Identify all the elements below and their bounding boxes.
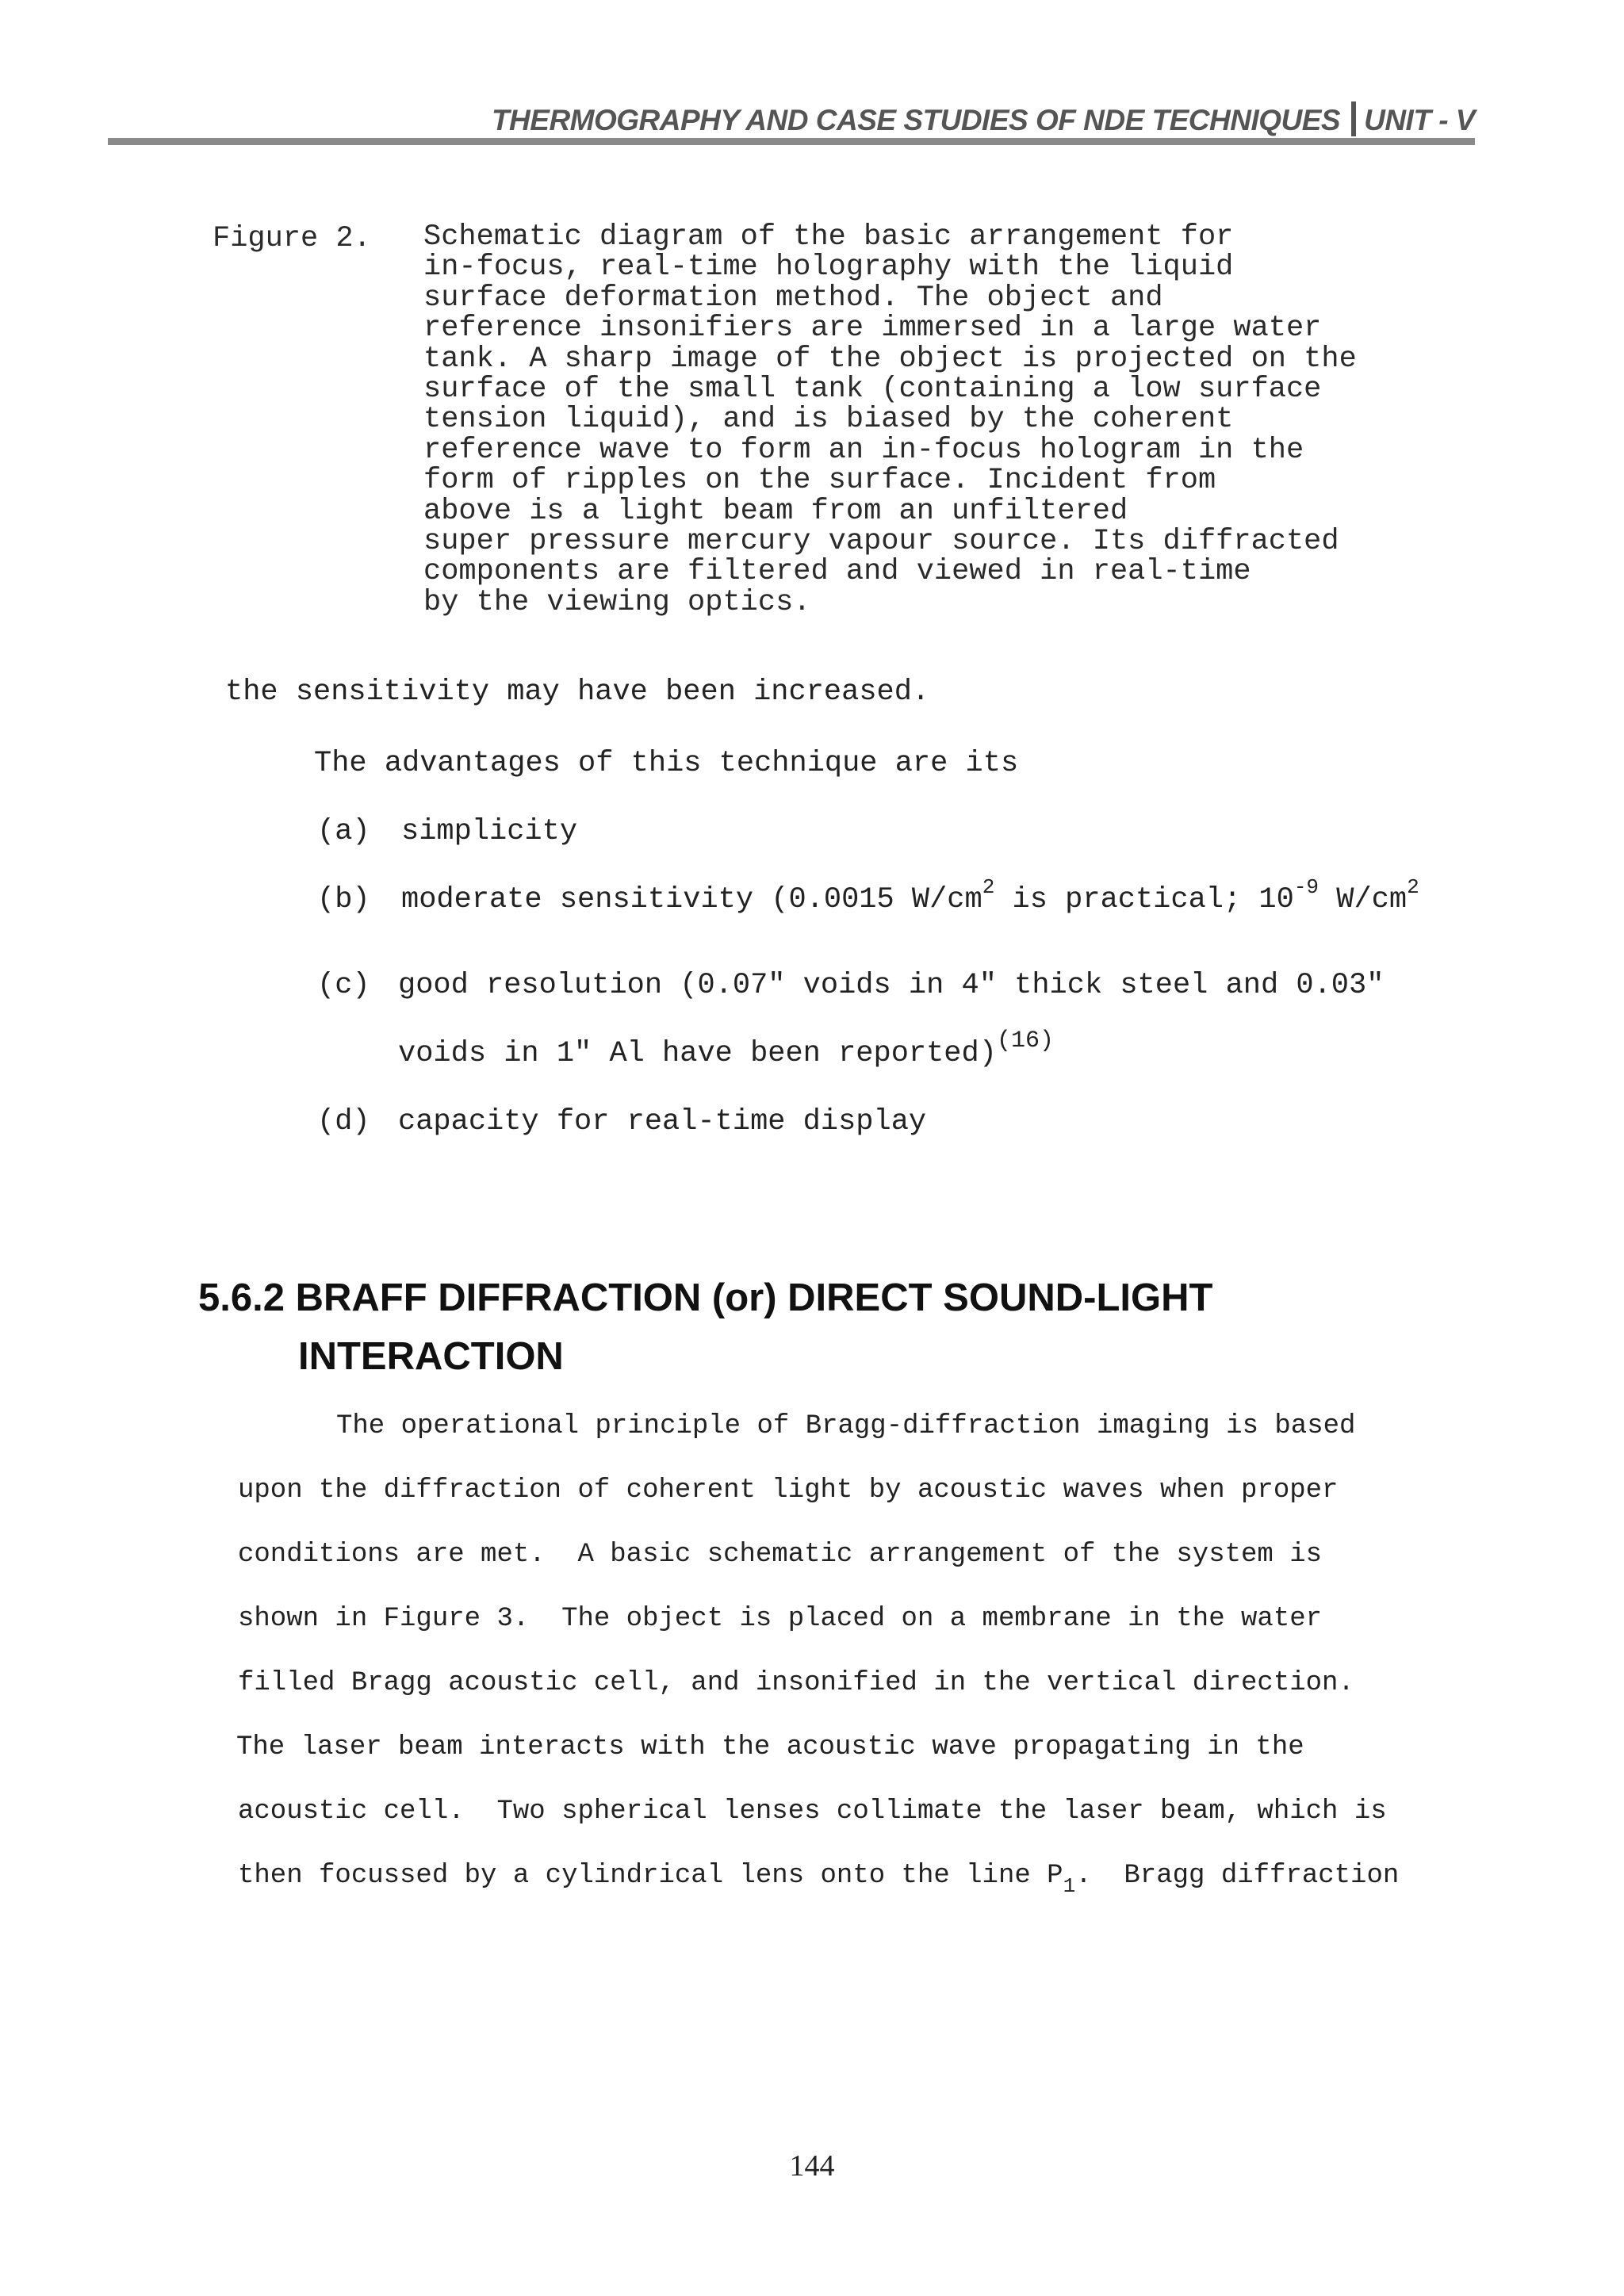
body-line: filled Bragg acoustic cell, and insonified in the vertical direction. [238,1668,1354,1698]
advantage-c-text: voids in 1" Al have been reported) [398,1037,997,1070]
caption-line: components are filtered and viewed in real-time [423,555,1251,589]
caption-line: by the viewing optics. [423,585,811,619]
header-title: THERMOGRAPHY AND CASE STUDIES OF NDE TECHNIQUES [491,104,1341,136]
body-line: upon the diffraction of coherent light by acoustic waves when proper [238,1475,1339,1506]
header-unit: UNIT - V [1364,104,1475,136]
section-title-line-2: INTERACTION [298,1335,564,1378]
advantage-b-label: (b) [317,883,370,916]
advantage-a-label: (a) [317,815,370,848]
reference-superscript: (16) [996,1027,1054,1054]
caption-line: super pressure mercury vapour source. Its diffracted [423,525,1339,559]
caption-line: reference wave to form an in-focus hologram in the [423,433,1304,467]
body-line-last [238,1861,1400,1898]
caption-line: form of ripples on the surface. Incident from [423,464,1216,498]
body-line-text: then focussed by a cylindrical lens onto the line P [238,1861,1063,1891]
body-line-tail: . Bragg diffraction [1075,1861,1400,1891]
advantage-b-part: moderate sensitivity (0.0015 W/cm [401,883,982,916]
caption-line: Schematic diagram of the basic arrangement for [423,220,1234,254]
advantage-c-line-1: good resolution (0.07" voids in 4" thick steel and 0.03" [398,969,1385,1002]
advantage-b-part: W/cm [1319,883,1408,916]
caption-line: above is a light beam from an unfiltered [423,494,1128,528]
body-line: acoustic cell. Two spherical lenses collimate the laser beam, which is [238,1797,1387,1827]
section-title-line-1: BRAFF DIFFRACTION (or) DIRECT SOUND-LIGHT [295,1276,1213,1319]
running-header [492,101,1475,137]
body-line: shown in Figure 3. The object is placed on a membrane in the water [238,1604,1323,1634]
body-line: The laser beam interacts with the acoustic wave propagating in the [236,1732,1304,1762]
caption-line: surface deformation method. The object and [423,281,1163,315]
sensitivity-sentence: the sensitivity may have been increased. [225,675,930,709]
advantage-b-part: is practical; 10 [994,883,1294,916]
header-rule [108,138,1475,145]
advantage-d-text: capacity for real-time display [398,1105,927,1138]
page-number: 144 [789,2149,835,2183]
superscript: 2 [1407,875,1419,899]
subscript: 1 [1063,1874,1076,1898]
advantages-intro: The advantages of this technique are its [314,747,1019,780]
figure-caption-label: Figure 2. [213,222,371,255]
advantage-d-label: (d) [317,1105,370,1138]
caption-line: tank. A sharp image of the object is projected on the [423,342,1357,376]
superscript: -9 [1293,875,1320,899]
caption-line: tension liquid), and is biased by the coherent [423,403,1234,437]
header-separator [1351,101,1356,136]
section-number: 5.6.2 [198,1276,285,1319]
body-line: conditions are met. A basic schematic arrangement of the system is [238,1540,1323,1570]
body-line: The operational principle of Bragg-diffraction imaging is based [336,1411,1356,1441]
advantage-c-label: (c) [317,969,370,1002]
caption-line: reference insonifiers are immersed in a large water [423,312,1322,346]
superscript: 2 [982,875,995,899]
caption-line: in-focus, real-time holography with the liquid [423,251,1234,285]
caption-line: surface of the small tank (containing a low surface [423,373,1322,407]
advantage-b-text [401,875,1419,916]
figure-caption-text [423,222,1357,618]
section-heading [198,1269,1212,1386]
advantage-c-line-2 [398,1027,1054,1070]
advantage-a-text: simplicity [401,815,578,848]
